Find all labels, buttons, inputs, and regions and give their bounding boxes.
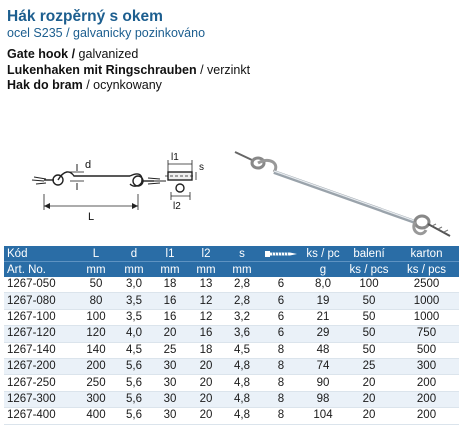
- cell-package: 50: [344, 326, 394, 342]
- cell-code: 1267-200: [4, 358, 76, 374]
- screw-icon: [264, 249, 298, 259]
- unit-code: Art. No.: [4, 262, 76, 278]
- label-L: L: [88, 211, 95, 223]
- col-header-screw: [260, 246, 302, 262]
- cell-d: 5,6: [116, 408, 152, 424]
- cell-d: 4,0: [116, 326, 152, 342]
- cell-code: 1267-140: [4, 342, 76, 358]
- cell-l1: 16: [152, 293, 188, 309]
- cell-carton: 1000: [394, 309, 459, 325]
- cell-package: 20: [344, 408, 394, 424]
- col-header-L: L: [76, 246, 116, 262]
- cell-l1: 25: [152, 342, 188, 358]
- cell-L: 200: [76, 358, 116, 374]
- cell-s: 4,8: [224, 391, 260, 407]
- cell-weight: 104: [302, 408, 344, 424]
- col-header-l2: l2: [188, 246, 224, 262]
- cell-L: 120: [76, 326, 116, 342]
- unit-d: mm: [116, 262, 152, 278]
- label-l2: l2: [173, 201, 181, 212]
- table-row: [4, 342, 459, 358]
- technical-drawing: [32, 160, 196, 210]
- product-title: Hák rozpěrný s okem: [7, 8, 163, 25]
- cell-L: 400: [76, 408, 116, 424]
- cell-carton: 300: [394, 358, 459, 374]
- cell-d: 5,6: [116, 358, 152, 374]
- cell-s: 4,8: [224, 358, 260, 374]
- cell-l2: 12: [188, 309, 224, 325]
- col-header-code: Kód: [4, 246, 76, 262]
- cell-carton: 200: [394, 408, 459, 424]
- col-header-l1: l1: [152, 246, 188, 262]
- unit-carton: ks / pcs: [394, 262, 459, 278]
- label-l1: l1: [171, 152, 179, 163]
- cell-L: 80: [76, 293, 116, 309]
- cell-carton: 2500: [394, 277, 459, 293]
- cell-weight: 98: [302, 391, 344, 407]
- unit-L: mm: [76, 262, 116, 278]
- product-photo: [235, 152, 450, 236]
- cell-carton: 750: [394, 326, 459, 342]
- title-block: [7, 8, 457, 94]
- cell-L: 140: [76, 342, 116, 358]
- col-header-d: d: [116, 246, 152, 262]
- cell-s: 4,5: [224, 342, 260, 358]
- table-row: [4, 391, 459, 407]
- cell-l2: 20: [188, 408, 224, 424]
- cell-s: 3,2: [224, 309, 260, 325]
- cell-package: 100: [344, 277, 394, 293]
- cell-carton: 500: [394, 342, 459, 358]
- cell-l1: 30: [152, 391, 188, 407]
- cell-screw: 6: [260, 326, 302, 342]
- cell-l2: 16: [188, 326, 224, 342]
- cell-carton: 1000: [394, 293, 459, 309]
- title-line-pl: Hak do bram / ocynkowany: [7, 78, 162, 92]
- cell-s: 2,8: [224, 277, 260, 293]
- unit-weight: g: [302, 262, 344, 278]
- cell-l1: 20: [152, 326, 188, 342]
- cell-code: 1267-120: [4, 326, 76, 342]
- product-table: [4, 246, 459, 425]
- cell-L: 300: [76, 391, 116, 407]
- cell-weight: 8,0: [302, 277, 344, 293]
- table-units-row: [4, 262, 459, 278]
- cell-screw: 8: [260, 358, 302, 374]
- cell-l2: 20: [188, 391, 224, 407]
- cell-package: 50: [344, 293, 394, 309]
- cell-screw: 8: [260, 375, 302, 391]
- cell-screw: 8: [260, 342, 302, 358]
- title-line-de: Lukenhaken mit Ringschrauben / verzinkt: [7, 62, 251, 77]
- table-row: [4, 358, 459, 374]
- cell-l1: 30: [152, 358, 188, 374]
- product-subtitle: ocel S235 / galvanicky pozinkováno: [7, 26, 206, 40]
- table-row: [4, 309, 459, 325]
- cell-code: 1267-250: [4, 375, 76, 391]
- cell-l2: 20: [188, 358, 224, 374]
- cell-l2: 13: [188, 277, 224, 293]
- cell-package: 25: [344, 358, 394, 374]
- cell-code: 1267-080: [4, 293, 76, 309]
- cell-package: 50: [344, 342, 394, 358]
- cell-weight: 19: [302, 293, 344, 309]
- cell-d: 3,5: [116, 293, 152, 309]
- col-header-carton: karton: [394, 246, 459, 262]
- table-header-row: [4, 246, 459, 262]
- cell-screw: 6: [260, 277, 302, 293]
- cell-code: 1267-400: [4, 408, 76, 424]
- cell-s: 2,8: [224, 293, 260, 309]
- cell-carton: 200: [394, 391, 459, 407]
- cell-package: 50: [344, 309, 394, 325]
- cell-l1: 30: [152, 375, 188, 391]
- label-s: s: [199, 162, 204, 173]
- cell-d: 4,5: [116, 342, 152, 358]
- table-row: [4, 408, 459, 424]
- cell-weight: 74: [302, 358, 344, 374]
- cell-weight: 21: [302, 309, 344, 325]
- cell-L: 250: [76, 375, 116, 391]
- cell-weight: 29: [302, 326, 344, 342]
- col-header-weight: ks / pc: [302, 246, 344, 262]
- unit-s: mm: [224, 262, 260, 278]
- cell-L: 50: [76, 277, 116, 293]
- table-row: [4, 326, 459, 342]
- cell-screw: 6: [260, 309, 302, 325]
- cell-screw: 8: [260, 391, 302, 407]
- cell-code: 1267-100: [4, 309, 76, 325]
- cell-package: 20: [344, 375, 394, 391]
- cell-l2: 18: [188, 342, 224, 358]
- product-drawings: [30, 150, 455, 240]
- title-line-en: Gate hook / galvanized: [7, 47, 139, 61]
- cell-screw: 8: [260, 408, 302, 424]
- cell-s: 4,8: [224, 408, 260, 424]
- table-row: [4, 293, 459, 309]
- cell-l2: 12: [188, 293, 224, 309]
- unit-screw: [260, 262, 302, 278]
- label-d: d: [85, 159, 92, 171]
- table-row: [4, 375, 459, 391]
- cell-weight: 48: [302, 342, 344, 358]
- col-header-s: s: [224, 246, 260, 262]
- unit-l1: mm: [152, 262, 188, 278]
- cell-d: 3,5: [116, 309, 152, 325]
- cell-l1: 16: [152, 309, 188, 325]
- cell-d: 3,0: [116, 277, 152, 293]
- unit-package: ks / pcs: [344, 262, 394, 278]
- cell-screw: 6: [260, 293, 302, 309]
- col-header-package: balení: [344, 246, 394, 262]
- cell-code: 1267-300: [4, 391, 76, 407]
- table-row: [4, 277, 459, 293]
- cell-package: 20: [344, 391, 394, 407]
- cell-l1: 30: [152, 408, 188, 424]
- cell-carton: 200: [394, 375, 459, 391]
- cell-l1: 18: [152, 277, 188, 293]
- cell-L: 100: [76, 309, 116, 325]
- cell-l2: 20: [188, 375, 224, 391]
- cell-s: 4,8: [224, 375, 260, 391]
- cell-d: 5,6: [116, 391, 152, 407]
- cell-code: 1267-050: [4, 277, 76, 293]
- cell-weight: 90: [302, 375, 344, 391]
- cell-d: 5,6: [116, 375, 152, 391]
- cell-s: 3,6: [224, 326, 260, 342]
- unit-l2: mm: [188, 262, 224, 278]
